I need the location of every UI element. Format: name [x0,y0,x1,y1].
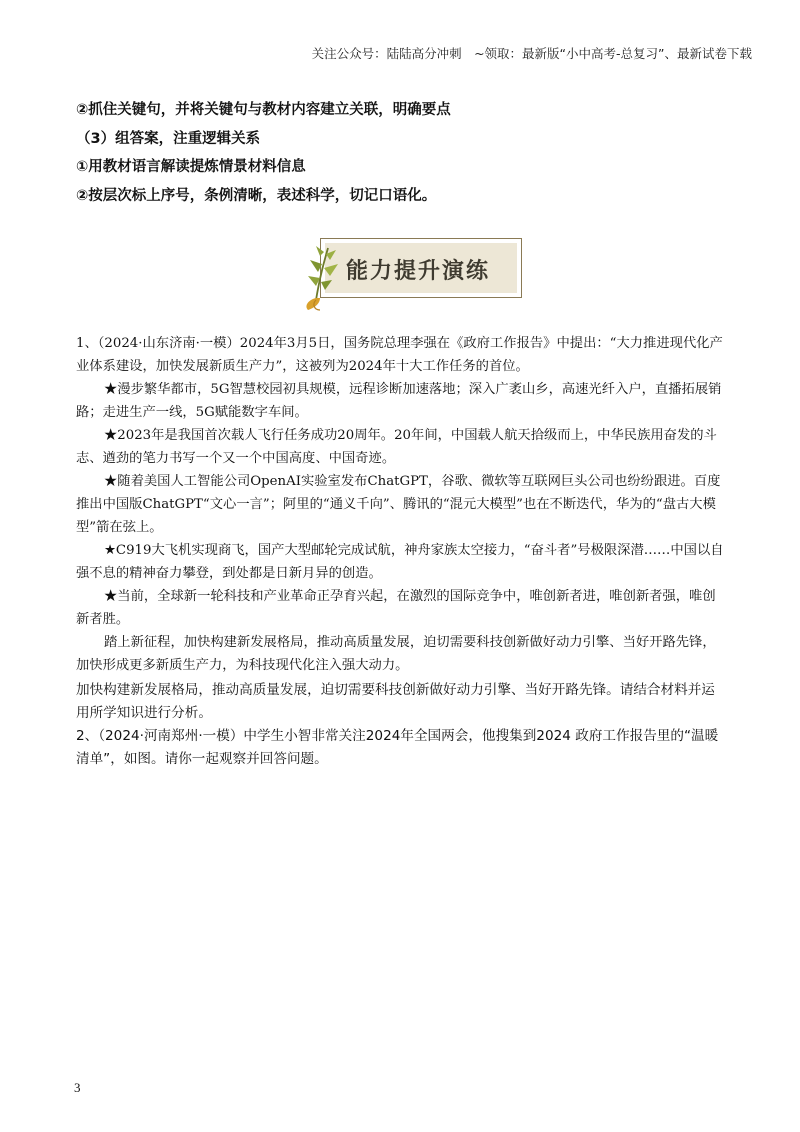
section-banner [294,238,534,306]
tip-line: ②抓住关键句，并将关键句与教材内容建立关联，明确要点 [76,102,451,118]
tip-line: ②按层次标上序号，条例清晰，表述科学，切记口语化。 [76,187,437,204]
material-item: ★当前，全球新一轮科技和产业革命正孕育兴起，在激烈的国际竞争中，唯创新者进，唯创新者强，唯创新者胜。 [76,589,716,627]
answer-tips [76,96,736,210]
question-1-intro: 1、（2024·山东济南·一模）2024年3月5日，国务院总理李强在《政府工作报告》中提出：“大力推进现代化产业体系建设，加快发展新质生产力”，这被列为2024年十大工作任务的首位。 [76,336,723,374]
exercise-content [76,332,728,771]
material-item: ★随着美国人工智能公司OpenAI实验室发布ChatGPT，谷歌、微软等互联网巨头公司也纷纷跟进。百度推出中国版ChatGPT“文心一言”；阿里的“通义千向”、腾讯的“混元大模型”也在不断迭代，华为的“盘古大模型”箭在弦上。 [76,474,721,535]
page-header: 关注公众号：陆陆高分冲刺 ~领取：最新版“小中高考-总复习”、最新试卷下载 [311,46,752,61]
banner-title: 能力提升演练 [346,259,491,284]
material-item: 踏上新征程，加快构建新发展格局，推动高质量发展，迫切需要科技创新做好动力引擎、当好开路先锋，加快形成更多新质生产力，为科技现代化注入强大动力。 [76,635,716,673]
material-item: ★2023年是我国首次载人飞行任务成功20周年。20年间，中国载人航天拾级而上，中华民族用奋发的斗志、遒劲的笔力书写一个又一个中国高度、中国奇迹。 [76,428,717,466]
question-2-intro: 2、（2024·河南郑州·一模）中学生小智非常关注2024年全国两会，他搜集到2024 政府工作报告里的“温暖清单”，如图。请你一起观察并回答问题。 [76,728,719,767]
material-item: ★C919大飞机实现商飞，国产大型邮轮完成试航，神舟家族太空接力，“奋斗者”号极限深潜……中国以自强不息的精神奋力攀登，到处都是日新月异的创造。 [76,543,724,581]
page-number: 3 [74,1080,81,1095]
tip-line: （3）组答案，注重逻辑关系 [76,130,261,147]
tip-line: ①用教材语言解读提炼情景材料信息 [76,159,306,175]
material-item: ★漫步繁华都市，5G智慧校园初具规模，远程诊断加速落地；深入广袤山乡，高速光纤入户，直播拓展销路；走进生产一线，5G赋能数字车间。 [76,382,722,420]
question-1-prompt: 加快构建新发展格局，推动高质量发展，迫切需要科技创新做好动力引擎、当好开路先锋。请结合材料并运用所学知识进行分析。 [76,682,715,721]
plant-sprig-icon [294,242,354,312]
